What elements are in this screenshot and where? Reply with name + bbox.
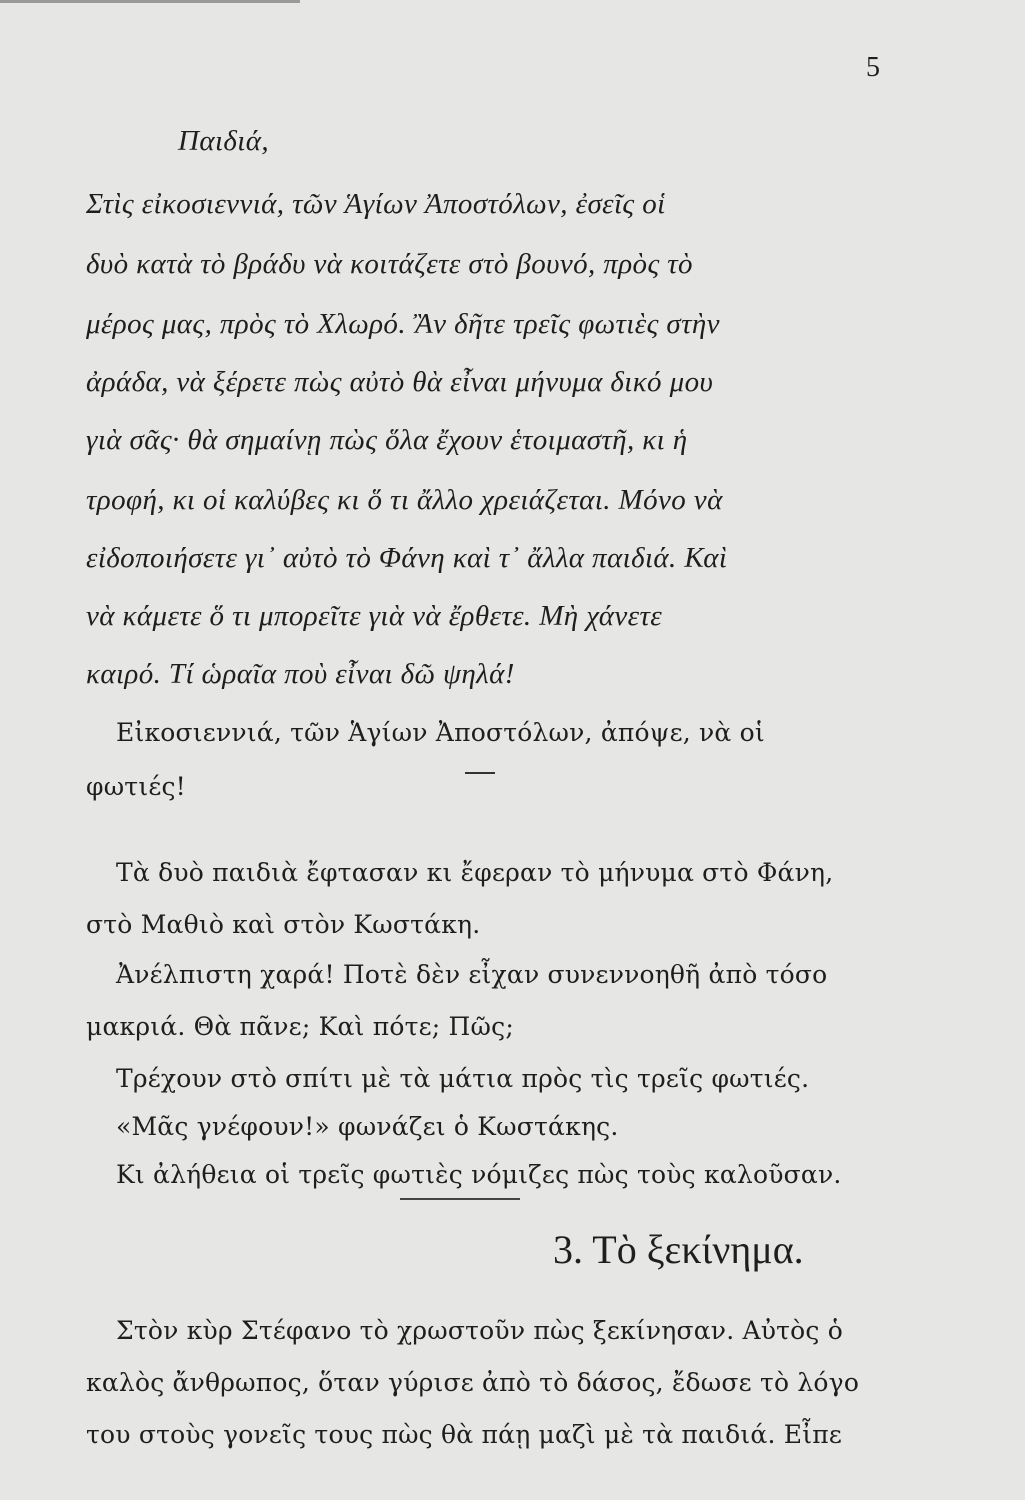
letter-line: δυὸ κατὰ τὸ βράδυ νὰ κοιτάζετε στὸ βουνό, πρὸς τὸ	[86, 248, 693, 280]
letter-line: μέρος μας, πρὸς τὸ Χλωρό. Ἂν δῆτε τρεῖς φωτιὲς στὴν	[86, 308, 720, 340]
narrative-line: Ἀνέλπιστη χαρά! Ποτὲ δὲν εἶχαν συνεννοηθῆ ἀπὸ τόσο	[116, 960, 828, 989]
letter-line: καιρό. Τί ὡραῖα ποὺ εἶναι δῶ ψηλά!	[86, 658, 515, 690]
narrative-line: «Μᾶς γνέφουν!» φωνάζει ὁ Κωστάκης.	[116, 1112, 619, 1141]
narrative-line: Κι ἀλήθεια οἱ τρεῖς φωτιὲς νόμιζες πὼς τοὺς καλοῦσαν.	[116, 1160, 842, 1189]
letter-line: νὰ κάμετε ὅ τι μπορεῖτε γιὰ νὰ ἔρθετε. Μὴ χάνετε	[86, 600, 663, 632]
narrative-line: Τρέχουν στὸ σπίτι μὲ τὰ μάτια πρὸς τὶς τρεῖς φωτιές.	[116, 1064, 810, 1093]
letter-line: ἀράδα, νὰ ξέρετε πὼς αὐτὸ θὰ εἶναι μήνυμα δικό μου	[86, 366, 714, 398]
page-number: 5	[866, 52, 880, 83]
narrative-line: Τὰ δυὸ παιδιὰ ἔφτασαν κι ἔφεραν τὸ μήνυμα στὸ Φάνη,	[116, 858, 834, 887]
letter-salutation: Παιδιά,	[178, 125, 270, 157]
chapter-divider	[400, 1198, 520, 1200]
narrative-line: στὸ Μαθιὸ καὶ στὸν Κωστάκη.	[86, 910, 481, 939]
section-line: του στοὺς γονεῖς τους πὼς θὰ πάῃ μαζὶ μὲ τὰ παιδιά. Εἶπε	[86, 1420, 842, 1449]
letter-line: γιὰ σᾶς· θὰ σημαίνῃ πὼς ὅλα ἔχουν ἑτοιμαστῆ, κι ἡ	[86, 424, 688, 456]
exclamation-line: Εἰκοσιεννιά, τῶν Ἁγίων Ἀποστόλων, ἀπόψε, νὰ οἱ	[116, 718, 765, 747]
narrative-line: μακριά. Θὰ πᾶνε; Καὶ πότε; Πῶς;	[86, 1012, 514, 1041]
top-edge-rule	[0, 0, 300, 3]
letter-line: τροφή, κι οἱ καλύβες κι ὅ τι ἄλλο χρειάζεται. Μόνο νὰ	[86, 484, 723, 516]
exclamation-line: φωτιές!	[86, 772, 186, 801]
letter-line: εἰδοποιήσετε γι᾽ αὐτὸ τὸ Φάνη καὶ τ᾽ ἄλλα παιδιά. Καὶ	[86, 542, 728, 574]
section-line: καλὸς ἄνθρωπος, ὅταν γύρισε ἀπὸ τὸ δάσος, ἔδωσε τὸ λόγο	[86, 1368, 860, 1397]
letter-line: Στὶς εἰκοσιεννιά, τῶν Ἁγίων Ἀποστόλων, ἐσεῖς οἱ	[86, 188, 666, 220]
section-line: Στὸν κὺρ Στέφανο τὸ χρωστοῦν πὼς ξεκίνησαν. Αὐτὸς ὁ	[116, 1316, 844, 1345]
section-heading: 3. Τὸ ξεκίνημα.	[553, 1227, 804, 1272]
section-divider	[465, 772, 495, 774]
